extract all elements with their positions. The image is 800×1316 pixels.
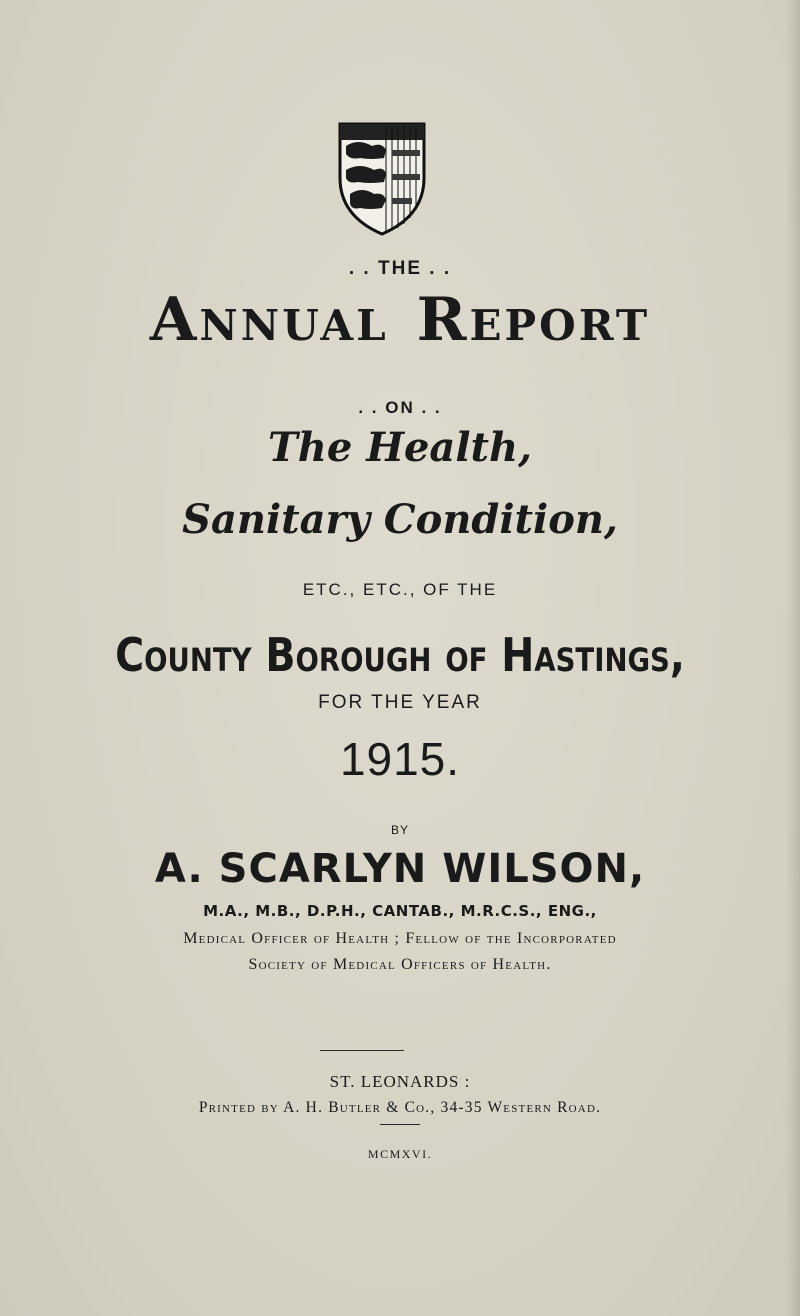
- author-office-line-1: Medical Officer of Health ; Fellow of the Incorporated: [183, 930, 617, 947]
- page-edge-shadow: [786, 0, 800, 1316]
- report-title: [0, 285, 800, 355]
- coat-of-arms-icon: [336, 120, 428, 238]
- report-year: 1915.: [339, 733, 461, 785]
- by-label: BY: [390, 823, 409, 837]
- the-label: . . THE . .: [348, 258, 452, 279]
- author-name: A. SCARLYN WILSON,: [154, 846, 646, 892]
- for-the-year-label: FOR THE YEAR: [318, 692, 482, 713]
- author-degrees: M.A., M.B., D.P.H., CANTAB., M.R.C.S., ENG.,: [203, 902, 597, 920]
- author-office-line-2: Society of Medical Officers of Health.: [248, 956, 552, 973]
- on-label: . . ON . .: [358, 398, 442, 417]
- short-divider-rule: [380, 1124, 420, 1125]
- subject-health: The Health,: [267, 424, 533, 471]
- imprint-place: ST. LEONARDS :: [329, 1072, 471, 1091]
- imprint-date: MCMXVI.: [367, 1147, 433, 1161]
- title-report: Report: [416, 285, 651, 355]
- divider-rule: [320, 1050, 404, 1051]
- imprint-printer: Printed by A. H. Butler & Co., 34-35 Western Road.: [198, 1099, 602, 1116]
- title-annual: Annual: [149, 285, 389, 355]
- etc-label: ETC., ETC., OF THE: [302, 580, 498, 599]
- subject-sanitary-condition: Sanitary Condition,: [182, 496, 618, 543]
- county-borough-title: County Borough of Hastings,: [115, 628, 685, 682]
